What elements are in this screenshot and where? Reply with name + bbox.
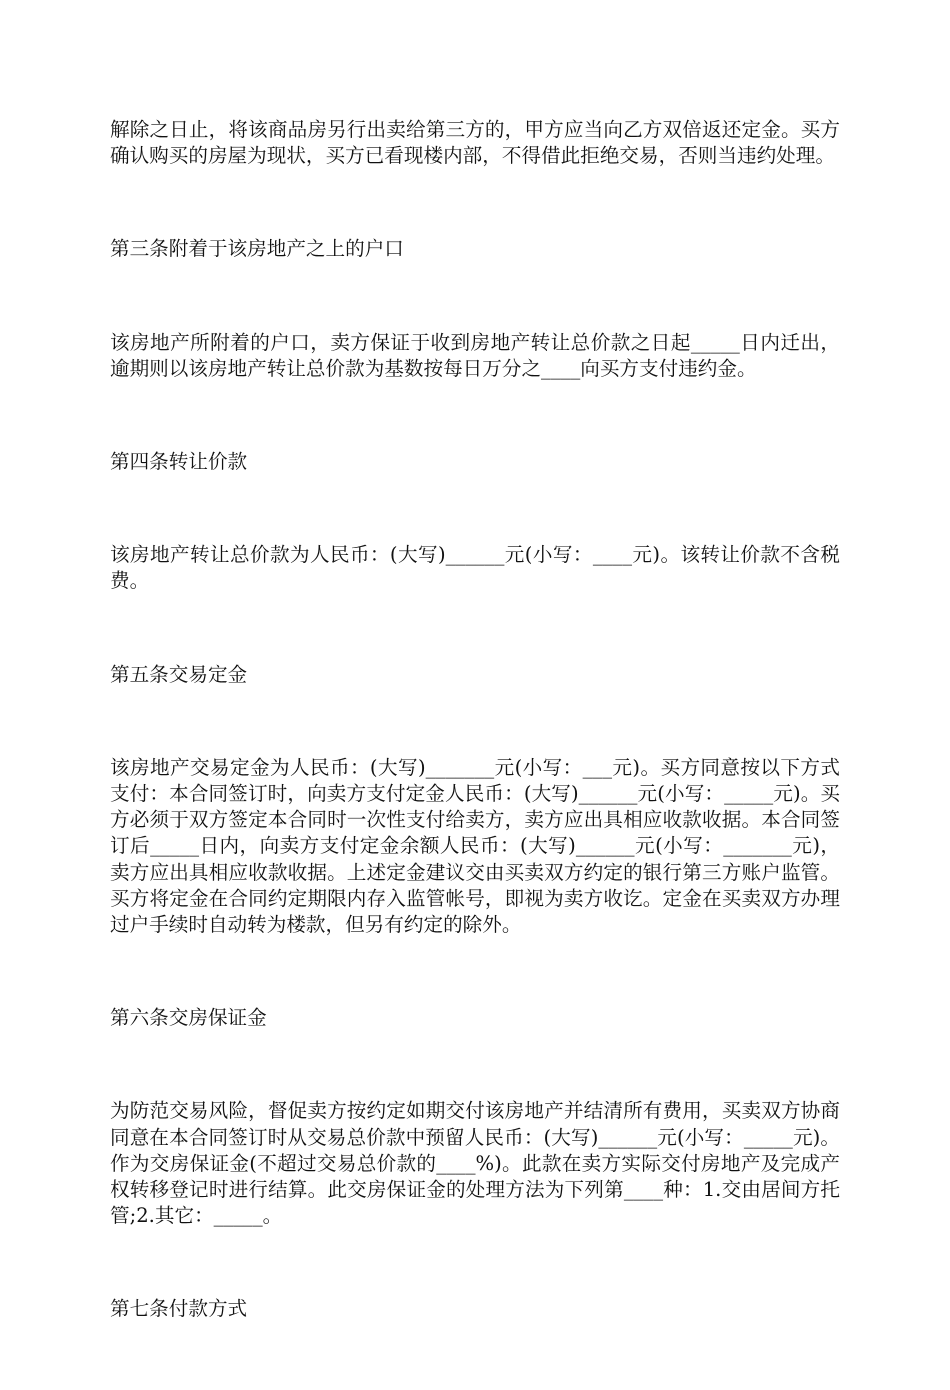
- heading-article-4: 第四条转让价款: [110, 450, 248, 474]
- paragraph-article-5: 该房地产交易定金为人民币：(大写)_______元(小写：___元)。买方同意按以下方式支付：本合同签订时，向卖方支付定金人民币：(大写)______元(小写：_____元)。买方必须于双方签定本合同时一次性支付给卖方，卖方应出具相应收款收据。本合同签订后_____日内，向卖方支付定金余额人民币：(大写)______元(小写：_______元)，卖方应出具相应收款收据。上述定金建议交由买卖双方约定的银行第三方账户监管。买方将定金在合同约定期限内存入监管帐号，即视为卖方收讫。定金在买卖双方办理过户手续时自动转为楼款，但另有约定的除外。: [110, 755, 840, 937]
- paragraph-article-3: 该房地产所附着的户口，卖方保证于收到房地产转让总价款之日起_____日内迁出，逾期则以该房地产转让总价款为基数按每日万分之____向买方支付违约金。: [110, 330, 840, 380]
- heading-article-7: 第七条付款方式: [110, 1297, 248, 1321]
- document-page: [110, 117, 840, 1390]
- paragraph-deposit-refund: 解除之日止，将该商品房另行出卖给第三方的，甲方应当向乙方双倍返还定金。买方确认购买的房屋为现状，买方已看现楼内部，不得借此拒绝交易，否则当违约处理。: [110, 118, 840, 168]
- paragraph-article-6: 为防范交易风险，督促卖方按约定如期交付该房地产并结清所有费用，买卖双方协商同意在本合同签订时从交易总价款中预留人民币：(大写)______元(小写：_____元)。作为交房保证金(不超过交易总价款的____%)。此款在卖方实际交付房地产及完成产权转移登记时进行结算。此交房保证金的处理方法为下列第____种：1.交由居间方托管;2.其它：_____。: [110, 1099, 840, 1228]
- heading-article-3: 第三条附着于该房地产之上的户口: [110, 237, 404, 261]
- paragraph-article-4: 该房地产转让总价款为人民币：(大写)______元(小写：____元)。该转让价款不含税费。: [110, 543, 840, 593]
- heading-article-6: 第六条交房保证金: [110, 1006, 267, 1030]
- heading-article-5: 第五条交易定金: [110, 662, 248, 686]
